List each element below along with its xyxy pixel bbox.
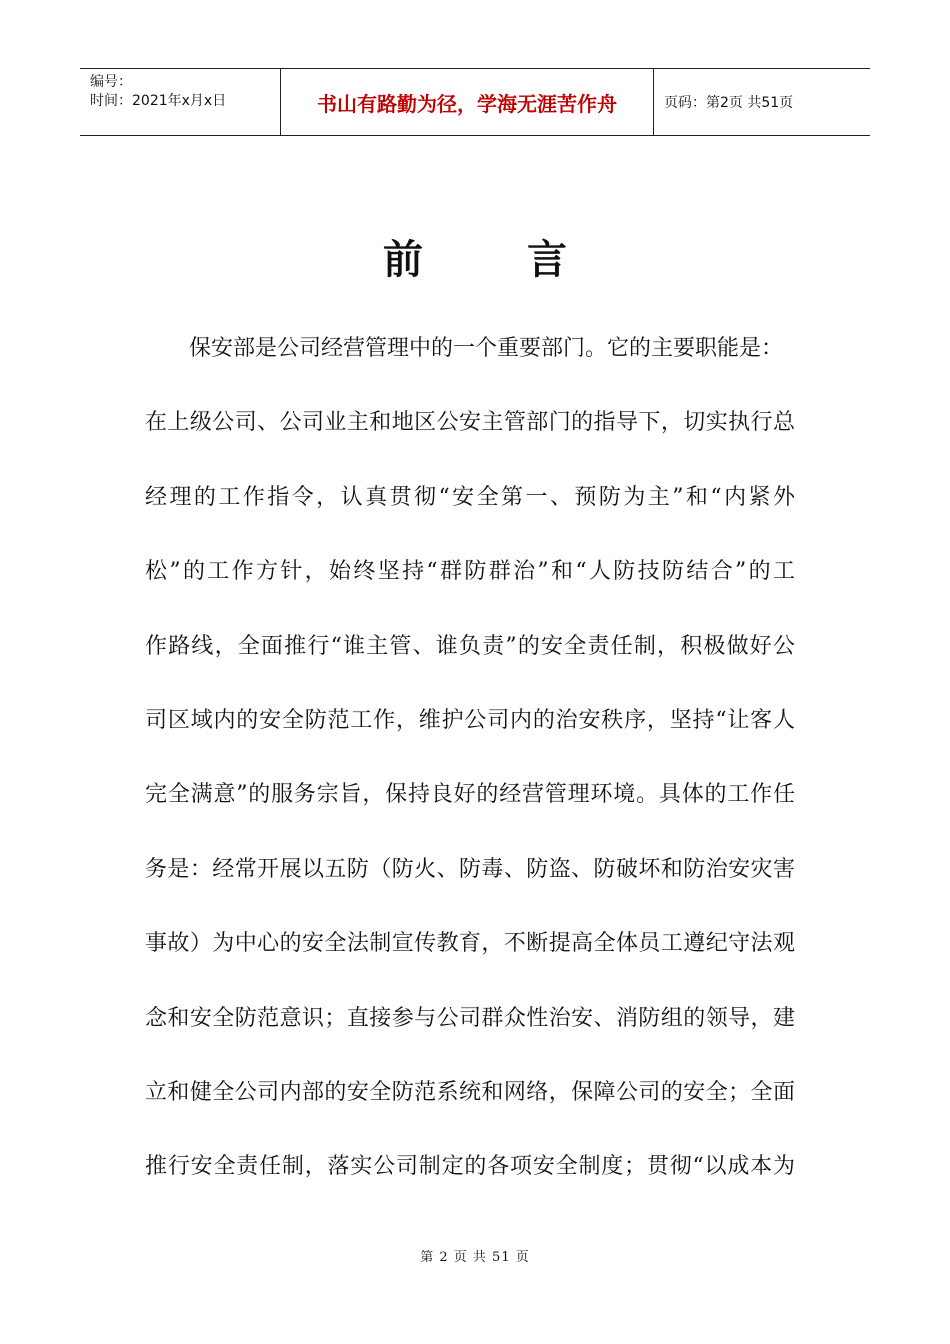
body-line: 在上级公司、公司业主和地区公安主管部门的指导下，切实执行总 [145, 410, 795, 436]
document-number-label: 编号： [90, 74, 132, 90]
document-time-label: 时间：2021年x月x日 [90, 93, 227, 109]
page-title [0, 232, 950, 288]
body-paragraph [145, 330, 795, 1223]
body-line: 立和健全公司内部的安全防范系统和网络，保障公司的安全；全面 [145, 1079, 795, 1105]
page-title-char-2: 言 [527, 237, 567, 283]
header-motto: 书山有路勤为径，学海无涯苦作舟 [281, 69, 654, 135]
body-line: 推行安全责任制，落实公司制定的各项安全制度；贯彻“以成本为 [145, 1154, 795, 1180]
body-line: 保安部是公司经营管理中的一个重要部门。它的主要职能是： [189, 336, 784, 361]
header-page-info: 页码：第2页 共51页 [664, 95, 794, 111]
body-line: 司区域内的安全防范工作，维护公司内的治安秩序，坚持“让客人 [145, 707, 795, 733]
body-line: 事故）为中心的安全法制宣传教育，不断提高全体员工遵纪守法观 [145, 931, 795, 957]
body-line: 念和安全防范意识；直接参与公司群众性治安、消防组的领导，建 [145, 1005, 795, 1031]
document-header [80, 68, 870, 136]
body-line: 作路线，全面推行“谁主管、谁负责”的安全责任制，积极做好公 [145, 633, 795, 659]
page-title-char-1: 前 [383, 237, 423, 283]
body-line: 松”的工作方针，始终坚持“群防群治”和“人防技防结合”的工 [145, 559, 795, 585]
body-line: 经理的工作指令，认真贯彻“安全第一、预防为主”和“内紧外 [145, 484, 795, 510]
page-footer: 第 2 页 共 51 页 [420, 1250, 530, 1265]
body-line: 完全满意”的服务宗旨，保持良好的经营管理环境。具体的工作任 [145, 782, 795, 808]
body-line: 务是：经常开展以五防（防火、防毒、防盗、防破坏和防治安灾害 [145, 856, 795, 882]
header-meta [80, 69, 281, 135]
